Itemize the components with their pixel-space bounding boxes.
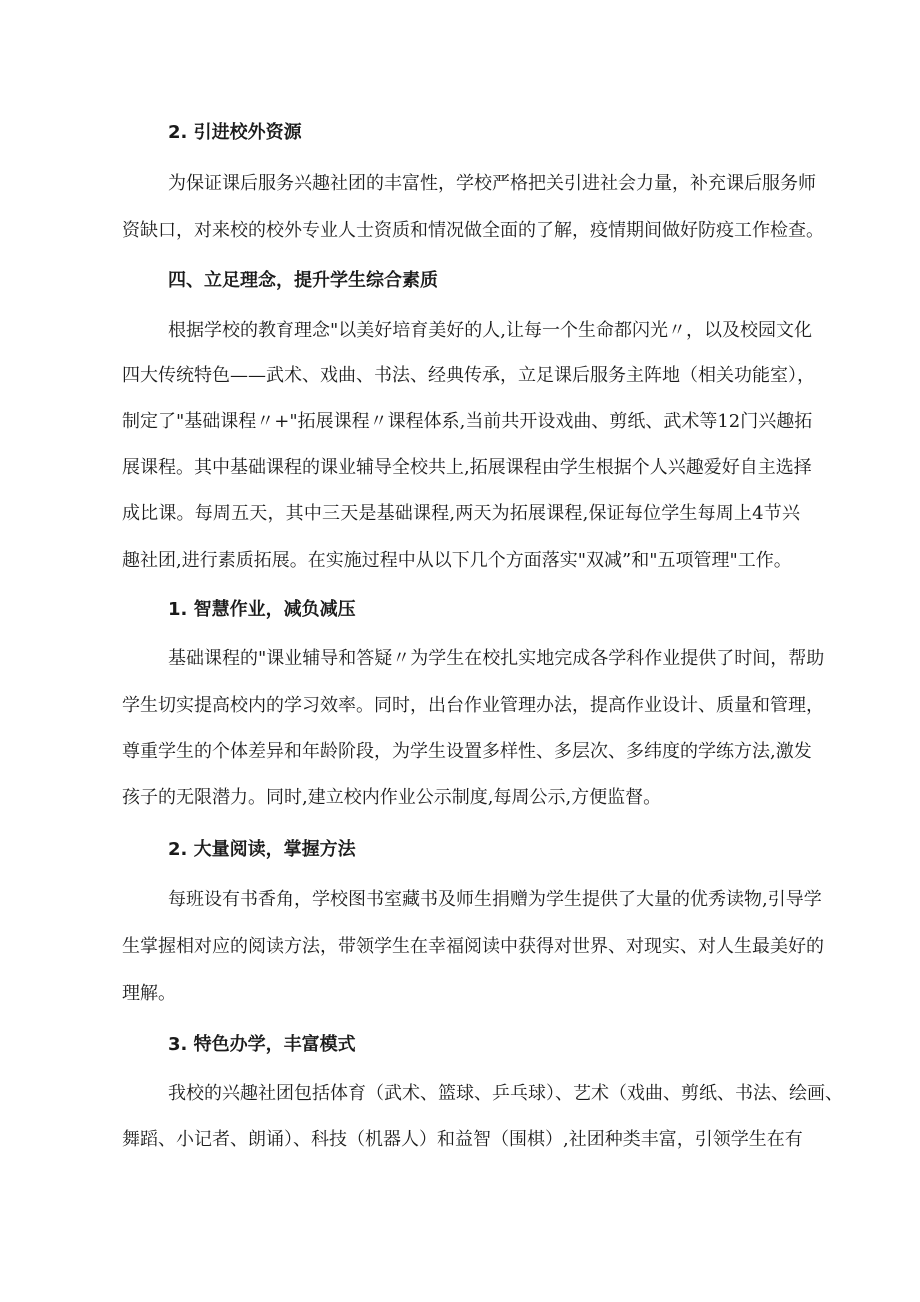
paragraph-line: 孩子的无限潜力。同时,建立校内作业公示制度,每周公示,方便监督。 — [122, 787, 662, 808]
paragraph-line: 舞蹈、小记者、朗诵）、科技（机器人）和益智（围棋）,社团种类丰富，引领学生在有 — [122, 1129, 803, 1150]
paragraph-line: 每班设有书香角，学校图书室藏书及师生捐赠为学生提供了大量的优秀读物,引导学 — [168, 889, 822, 910]
paragraph-line: 根据学校的教育理念"以美好培育美好的人,让每一个生命都闪光〃，以及校园文化 — [168, 320, 812, 341]
paragraph-line: 基础课程的"课业辅导和答疑〃为学生在校扎实地完成各学科作业提供了时间，帮助 — [168, 648, 825, 669]
paragraph-line: 学生切实提高校内的学习效率。同时，出台作业管理办法，提高作业设计、质量和管理， — [122, 695, 824, 716]
paragraph-line: 尊重学生的个体差异和年龄阶段，为学生设置多样性、多层次、多纬度的学练方法,激发 — [122, 741, 812, 762]
section-heading: 2. 大量阅读，掌握方法 — [168, 839, 356, 860]
paragraph-line: 趣社团,进行素质拓展。在实施过程中从以下几个方面落实"双减”和"五项管理"工作。 — [122, 550, 792, 571]
paragraph-line: 为保证课后服务兴趣社团的丰富性，学校严格把关引进社会力量，补充课后服务师 — [168, 173, 816, 194]
paragraph-line: 资缺口，对来校的校外专业人士资质和情况做全面的了解，疫情期间做好防疫工作检查。 — [122, 220, 824, 241]
section-heading: 3. 特色办学，丰富模式 — [168, 1034, 356, 1055]
paragraph-line: 展课程。其中基础课程的课业辅导全校共上,拓展课程由学生根据个人兴趣爱好自主选择 — [122, 457, 812, 478]
paragraph-line: 我校的兴趣社团包括体育（武术、篮球、乒乓球）、艺术（戏曲、剪纸、书法、绘画、 — [168, 1083, 843, 1104]
paragraph-line: 理解。 — [122, 983, 176, 1004]
paragraph-line: 成比课。每周五天，其中三天是基础课程,两天为拓展课程,保证每位学生每周上4节兴 — [122, 503, 800, 524]
section-heading: 2. 引进校外资源 — [168, 122, 302, 143]
section-heading: 1. 智慧作业，减负减压 — [168, 599, 356, 620]
section-heading: 四、立足理念，提升学生综合素质 — [168, 270, 438, 291]
paragraph-line: 制定了"基础课程〃+"拓展课程〃课程体系,当前共开设戏曲、剪纸、武术等12门兴趣拓 — [122, 411, 813, 432]
paragraph-line: 四大传统特色——武术、戏曲、书法、经典传承，立足课后服务主阵地（相关功能室）， — [122, 365, 815, 386]
paragraph-line: 生掌握相对应的阅读方法，带领学生在幸福阅读中获得对世界、对现实、对人生最美好的 — [122, 936, 824, 957]
